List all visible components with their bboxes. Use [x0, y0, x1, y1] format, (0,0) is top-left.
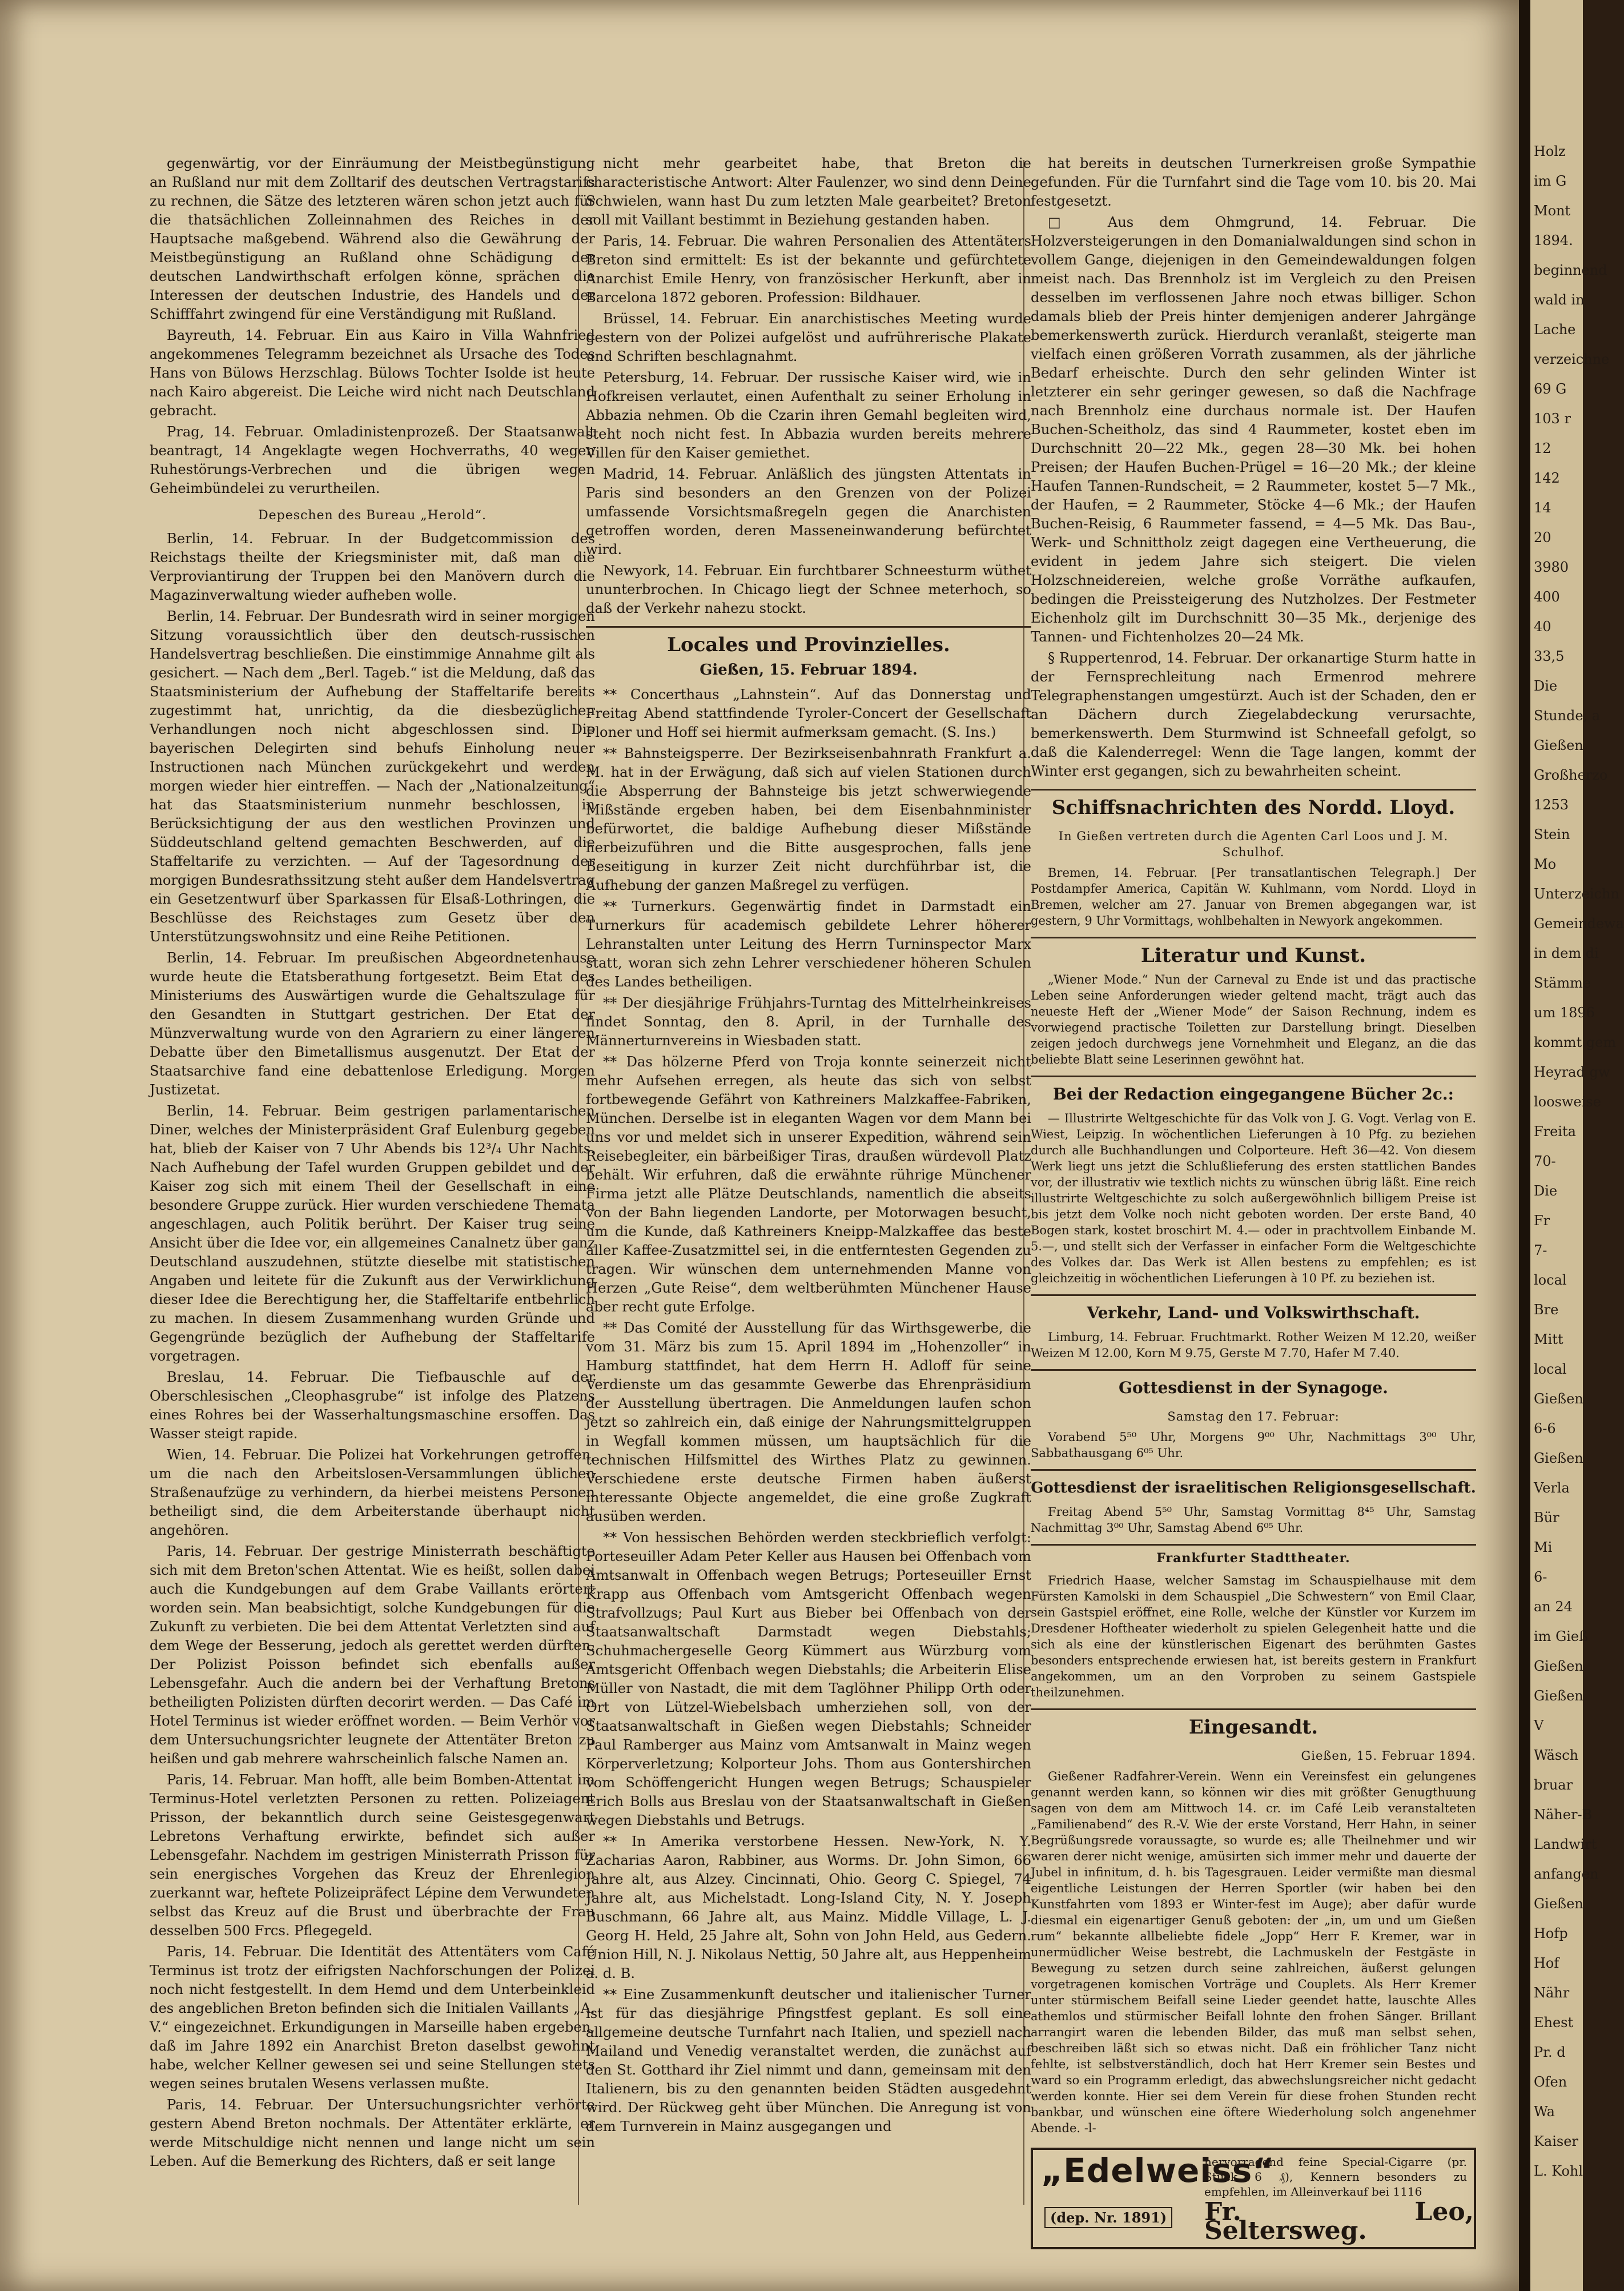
- article-paragraph: hat bereits in deutschen Turnerkreisen große Sympathie gefunden. Für die Turnfahrt sind die Tage vom 10. bis 20. Mai festgesetzt.: [1031, 155, 1476, 209]
- ad-brand: „Edelweiss“: [1041, 2151, 1275, 2190]
- theatre-heading: Frankfurter Stadttheater.: [1031, 1544, 1476, 1568]
- adjacent-page-fragment: beginnend: [1534, 262, 1607, 278]
- article-paragraph: ** Turnerkurs. Gegenwärtig findet in Darmstadt ein Turnerkurs für academisch gebildete Lehrer höherer Lehranstalten unter Leitung des Herrn Turninspector Marx statt, woran sich zehn Lehrer verschiedener höheren Schulen des Landes betheiligen.: [586, 898, 1031, 990]
- adjacent-page-fragment: Mo: [1534, 856, 1557, 872]
- adjacent-page-fragment: 1894.: [1534, 232, 1573, 248]
- article-paragraph: ** In Amerika verstorbene Hessen. New-York, N. Y. Zacharias Aaron, Rabbiner, aus Worms. Dr. John Simon, 66 Jahre alt, aus Alzey. Cincinnati, Ohio. Georg C. Spiegel, 74 Jahre alt, aus Michelstadt. Long-Island City, N. Y. Joseph Buschmann, 66 Jahre alt, aus Mainz. Middle Village, L. J. Georg H. Held, 25 Jahre alt, Sohn von John Held, aus Gedern. Union Hill, N. J. Nikolaus Nettig, 50 Jahre alt, aus Heppenheim a. d. B.: [586, 1833, 1031, 1981]
- adjacent-page-fragment: Freita: [1534, 1124, 1576, 1140]
- adjacent-page-edge: [1530, 0, 1624, 2291]
- adjacent-page-fragment: 6-: [1534, 1569, 1547, 1585]
- adjacent-page-fragment: Gießen: [1534, 737, 1583, 753]
- article-paragraph: Newyork, 14. Februar. Ein furchtbarer Schneesturm wüthet ununterbrochen. In Chicago liegt der Schnee meterhoch, so daß der Verkehr nahezu stockt.: [586, 563, 1031, 616]
- adjacent-page-fragment: 142: [1534, 470, 1560, 486]
- article-paragraph: Paris, 14. Februar. Der gestrige Ministerrath beschäftigte sich mit dem Breton'schen Attentat. Wie es heißt, sollen dabei auch die Kundgebungen auf dem Grabe Vaillants erörtert worden sein. Man beabsichtigt, solche Kundgebungen für die Zukunft zu verbieten. Die bei dem Attentat Verletzten sind auf dem Wege der Besserung, jedoch als gerettet werden dürften. Der Polizist Poisson befindet sich ebenfalls außer Lebensgefahr. Auch die andern bei der Verhaftung Bretons betheiligten Polizisten dürften decorirt werden. — Das Café im Hotel Terminus ist wieder eröffnet worden. — Beim Verhör vor dem Untersuchungsrichter leugnete der Attentäter Breton zu heißen und gab mehrere wahrscheinlich falsche Namen an.: [150, 1543, 595, 1767]
- article-paragraph: □ Aus dem Ohmgrund, 14. Februar. Die Holzversteigerungen in den Domanialwaldungen sind schon in vollem Gange, diejenigen in den Gemeindewaldungen folgen meist nach. Das Brennholz ist im Vergleich zu den Preisen desselben im verflossenen Jahre noch etwas billiger. Schon damals blieb der Preis hinter demjenigen anderer Jahrgänge bemerkenswerth zurück. Hierdurch veranlaßt, steigerte man vielfach einen größeren Vorrath zusammen, als der jährliche Bedarf erheischte. Durch den sehr gelinden Winter ist letzterer ein sehr geringer gewesen, so daß die Nachfrage nach Brennholz eine durchaus normale ist. Der Haufen Buchen-Scheitholz, das sind 4 Raummeter, kostet eben im Durchschnitt 20—22 Mk., gegen 28—30 Mk. bei hohen Preisen; der Haufen Buchen-Prügel = 16—20 Mk.; der kleine Haufen Tannen-Rundscheit, = 2 Raummeter, kostet 5—7 Mk., der Haufen, = 2 Raummeter, Stöcke 4—6 Mk.; der Haufen Buchen-Reisig, 6 Raummeter fassend, = 4—5 Mk. Das Bau-, Werk- und Schnittholz zeigt dagegen eine Vertheuerung, die evident in jedem Jahre sich steigert. Die vielen Holzschneidereien, welche große Vorräthe aufkaufen, bedingen die Preissteigerung des Nutzholzes. Der Festmeter Eichenholz gilt im Durchschnitt 30—35 Mk., derjenige des Tannen- und Fichtenholzes 20—24 Mk.: [1031, 214, 1476, 645]
- article-paragraph: ** Concerthaus „Lahnstein“. Auf das Donnerstag und Freitag Abend stattfindende Tyroler-Concert der Gesellschaft Ploner und Hoff sei hiermit aufmerksam gemacht. (S. Ins.): [586, 687, 1031, 740]
- adjacent-page-fragment: Die: [1534, 1183, 1558, 1199]
- adjacent-page-fragment: loosweise: [1534, 1094, 1601, 1110]
- adjacent-page-fragment: Kaiser: [1534, 2133, 1578, 2149]
- adjacent-page-fragment: L. Kohl: [1534, 2163, 1583, 2179]
- column-2: [586, 154, 1031, 2210]
- economy-heading: Verkehr, Land- und Volkswirthschaft.: [1031, 1294, 1476, 1326]
- adjacent-page-fragment: V: [1534, 1718, 1544, 1734]
- adjacent-page-fragment: Lache: [1534, 322, 1576, 338]
- column-3: [1031, 154, 1476, 2245]
- article-paragraph: Paris, 14. Februar. Die wahren Personalien des Attentäters Breton sind ermittelt: Es ist der bekannte und gefürchtete Anarchist Emile Henry, von französischer Herkunft, aber in Barcelona 1872 geboren. Profession: Bildhauer.: [586, 233, 1031, 306]
- sent-dateline: Gießen, 15. Februar 1894.: [1301, 1749, 1476, 1763]
- article-paragraph: Berlin, 14. Februar. Im preußischen Abgeordnetenhause wurde heute die Etatsberathung fortgesetzt. Beim Etat des Ministeriums des Auswärtigen wurde die Gehaltszulage für den Gesandten in Stuttgart gestrichen. Der Etat der Münzverwaltung wurde von den Agrariern zu einer längeren Debatte über den Bimetallismus ausgenutzt. Der Etat der Staatsarchive fand eine debattenlose Erledigung. Morgen Justizetat.: [150, 950, 595, 1098]
- article-paragraph: ** Eine Zusammenkunft deutscher und italienischer Turner ist für das diesjährige Pfingstfest geplant. Es soll eine allgemeine deutsche Turnfahrt nach Italien, und speziell nach Mailand und Venedig veranstaltet werden, die zunächst auf den St. Gotthard ihr Ziel nimmt und dann, gemeinsam mit den Italienern, bis zu den genannten beiden Städten ausgedehnt wird. Der Rückweg geht über München. Die Anregung ist von dem Turnverein in Mainz ausgegangen und: [586, 1987, 1031, 2134]
- adjacent-page-fragment: Holz: [1534, 143, 1566, 159]
- dateline: Gießen, 15. Februar 1894.: [700, 661, 918, 679]
- adjacent-page-fragment: 40: [1534, 619, 1551, 635]
- adjacent-page-fragment: 20: [1534, 529, 1551, 545]
- adjacent-page-fragment: Mitt: [1534, 1331, 1563, 1347]
- literature-heading: Literatur und Kunst.: [1031, 937, 1476, 968]
- ad-registration: (dep. Nr. 1891): [1044, 2207, 1172, 2228]
- adjacent-page-fragment: 6-6: [1534, 1421, 1556, 1437]
- adjacent-page-fragment: Fr: [1534, 1213, 1550, 1229]
- article-paragraph: ** Das Comité der Ausstellung für das Wirthsgewerbe, die vom 31. März bis zum 15. April 1894 im „Hohenzoller“ in Hamburg stattfindet, hat dem Herrn H. Adloff für seine Verdienste um das gesammte Gewerbe das Ehrenpräsidium der Ausstellung übertragen. Die Anmeldungen laufen schon jetzt so zahlreich ein, daß einige der Nahrungsmittelgruppen in Wegfall kommen müssen, um hauptsächlich für die technischen Hilfsmittel des Wirthes Platz zu gewinnen. Verschiedene erste deutsche Firmen haben äußerst interessante Objecte angemeldet, die eine große Zugkraft ausüben werden.: [586, 1320, 1031, 1524]
- adjacent-page-fragment: Wäsch: [1534, 1747, 1579, 1763]
- adjacent-page-fragment: Stunde, a: [1534, 708, 1601, 724]
- adjacent-page-fragment: Gießen: [1534, 1896, 1583, 1912]
- adjacent-page-fragment: Bre: [1534, 1302, 1559, 1318]
- column-1: [150, 154, 595, 2210]
- adjacent-page-fragment: Gießen: [1534, 1658, 1583, 1674]
- adjacent-page-fragment: 70-: [1534, 1153, 1556, 1169]
- books-heading: Bei der Redaction eingegangene Bücher 2c.:: [1031, 1076, 1476, 1107]
- adjacent-page-fragment: anfangen: [1534, 1866, 1599, 1882]
- adjacent-page-fragment: im G: [1534, 173, 1567, 189]
- adjacent-page-fragment: Gießen: [1534, 1391, 1583, 1407]
- israelite-times: Freitag Abend 5⁵⁰ Uhr, Samstag Vormittag 8⁴⁵ Uhr, Samstag Nachmittag 3⁰⁰ Uhr, Samstag Abend 6⁰⁵ Uhr.: [1031, 1505, 1476, 1535]
- article-paragraph: Berlin, 14. Februar. Der Bundesrath wird in seiner morgigen Sitzung voraussichtlich über den deutsch-russischen Handelsvertrag beschließen. Die einstimmige Annahme gilt als gesichert. — Nach dem „Berl. Tageb.“ ist die Meldung, daß das Staatsministerium der Aufhebung der Staffeltarife bereits zugestimmt hat, unrichtig, da die diesbezüglichen Verhandlungen noch nicht abgeschlossen sind. Die bayerischen Delegirten sind behufs Einholung neuer Instructionen nach München zurückgekehrt und werden morgen wieder hier eintreffen. — Nach der „Nationalzeitung“ hat das Staatsministerium nunmehr beschlossen, in Berücksichtigung der aus den westlichen Provinzen und Süddeutschland geltend gemachten Beschwerden, auf die Staffeltarife zu verzichten. — Auf der Tagesordnung der morgigen Bundesrathssitzung steht außer dem Handelsvertrag ein Gesetzentwurf über Sparkassen für Elsaß-Lothringen, die Beschlüsse des Reichstages zum Gesetz über den Unterstützungswohnsitz und eine Reihe Petitionen.: [150, 608, 595, 945]
- article-paragraph: ** Das hölzerne Pferd von Troja konnte seinerzeit nicht mehr Aufsehen erregen, als heute das sich von selbst fortbewegende Gefährt von Kathreiners Malzkaffee-Fabriken, München. Derselbe ist in eleganten Wagen vor dem Mann bei uns vor und meldet sich in unserer Expedition, während sein Reisebegleiter, ein bärbeißiger Tiras, draußen würdevoll Platz behält. Wir erfuhren, daß die erwähnte rührige Münchener Firma jetzt alle Plätze Deutschlands, namentlich die abseits von der Bahn liegenden Landorte, per Motorwagen besucht, um die Kunde, daß Kathreiners Kneipp-Malzkaffee das beste aller Kaffee-Zusatzmittel sei, in die entferntesten Gegenden zu tragen. Wir wünschen dem unternehmenden Manne von Herzen „Gute Reise“, dem weltberühmten Münchener Hause aber recht gute Erfolge.: [586, 1054, 1031, 1315]
- adjacent-page-fragment: Pr. d: [1534, 2044, 1566, 2060]
- article-paragraph: Paris, 14. Februar. Die Identität des Attentäters vom Café Terminus ist trotz der eifrigsten Nachforschungen der Polizei noch nicht festgestellt. In dem Hemd und dem Unterbeinkleid des angeblichen Breton befinden sich die Initialen Vaillants „A. V.“ eingezeichnet. Erkundigungen in Marseille haben ergeben, daß im Jahre 1892 ein Anarchist Breton daselbst gewohnt habe, welcher Kellner gewesen sei und seine Stellungen stets wegen seines brutalen Wesens verlassen mußte.: [150, 1944, 595, 2092]
- article-paragraph: Berlin, 14. Februar. Beim gestrigen parlamentarischen Diner, welches der Ministerpräsident Graf Eulenburg gegeben hat, blieb der Kaiser von 7 Uhr Abends bis 12³/₄ Uhr Nachts. Nach Aufhebung der Tafel wurden Gruppen gebildet und der Kaiser zog sich mit einem Theil der Gesellschaft in eine besondere Gruppe zurück. Hier wurden verschiedene Themata angeschlagen, auch Politik berührt. Der Kaiser trug seine Ansicht über die Idee vor, ein allgemeines Canalnetz über ganz Deutschland auszudehnen, stützte dieselbe mit statistischen Angaben und leitete für die Zukunft aus der Verwirklichung dieser Idee die Berechtigung her, die Staffeltarife entbehrlich zu machen. In diesem Zusammenhang wurden Gründe und Gegengründe bezüglich der Aufhebung der Staffeltarife vorgetragen.: [150, 1103, 595, 1364]
- article-paragraph: ** Von hessischen Behörden werden steckbrieflich verfolgt: Porteseuiller Adam Peter Keller aus Hausen bei Offenbach vom Amtsanwalt in Offenbach wegen Betrugs; Porteseuiller Ernst Krapp aus Offenbach vom Amtsgericht Offenbach wegen Strafvollzugs; Paul Kurt aus Bieber bei Offenbach von der Staatsanwaltschaft Darmstadt wegen Diebstahls; Schuhmachergeselle Georg Kümmert aus Würzburg vom Amtsgericht Offenbach wegen Diebstahls; die Arbeiterin Elise Müller von Nastadt, die mit dem Taglöhner Philipp Orth oder Ort von Lützel-Wiebelsbach umherziehen soll, von der Staatsanwaltschaft in Gießen wegen Diebstahls; Schneider Paul Ramberger aus Mainz vom Amtsanwalt in Mainz wegen Körperverletzung; Kolporteur Johs. Thom aus Gontershirchen vom Schöffengericht Hungen wegen Betrugs; Schauspieler Erich Bolls aus Breslau von der Staatsanwaltschaft in Gießen wegen Diebstahls und Betrugs.: [586, 1530, 1031, 1828]
- adjacent-page-fragment: Wa: [1534, 2104, 1555, 2120]
- adjacent-page-fragment: bruar: [1534, 1777, 1573, 1793]
- sent-heading: Eingesandt.: [1031, 1708, 1476, 1740]
- adjacent-page-fragment: Gemeindewa: [1534, 916, 1624, 932]
- article-paragraph: Brüssel, 14. Februar. Ein anarchistisches Meeting wurde gestern von der Polizei aufgelöst und aufrührerische Plakate und Schriften beschlagnahmt.: [586, 311, 1031, 364]
- adjacent-page-fragment: Ofen: [1534, 2074, 1567, 2090]
- ship-news-text: Bremen, 14. Februar. [Per transatlantischen Telegraph.] Der Postdampfer America, Capitän W. Kuhlmann, vom Nordd. Lloyd in Bremen, welcher am 27. Januar von Bremen abgegangen war, ist gestern, 9 Uhr Vormittags, wohlbehalten in Newyork angekommen.: [1031, 866, 1476, 928]
- adjacent-page-fragment: Landwirt: [1534, 1836, 1597, 1852]
- article-paragraph: Petersburg, 14. Februar. Der russische Kaiser wird, wie in Hofkreisen verlautet, einen Aufenthalt zu seiner Erholung in Abbazia nehmen. Ob die Czarin ihren Gemahl begleiten wird, steht noch nicht fest. In Abbazia wurden bereits mehrere Villen für den Kaiser gemiethet.: [586, 370, 1031, 461]
- article-paragraph: Prag, 14. Februar. Omladinistenprozeß. Der Staatsanwalt beantragt, 14 Angeklagte wegen Hochverraths, 40 wegen Ruhestörungs-Verbrechen und die übrigen wegen Geheimbündelei zu verurtheilen.: [150, 424, 595, 496]
- adjacent-page-fragment: kommt gem: [1534, 1034, 1617, 1050]
- synagogue-heading: Gottesdienst in der Synagoge.: [1031, 1369, 1476, 1401]
- adjacent-page-fragment: Ehest: [1534, 2015, 1574, 2031]
- adjacent-page-fragment: Stein: [1534, 826, 1570, 842]
- adjacent-page-fragment: Bür: [1534, 1510, 1559, 1526]
- adjacent-page-fragment: verzeichne: [1534, 351, 1610, 367]
- article-paragraph: gegenwärtig, vor der Einräumung der Meistbegünstigung an Rußland nur mit dem Zolltarif des deutschen Vertragstarifs zu rechnen, die Sätze des letzteren wären schon jetzt auch für die thatsächlichen Zolleinnahmen des Reiches in der Hauptsache maßgebend. Während also die Gewährung der Meistbegünstigung an Rußland ohne Schädigung der deutschen Landwirthschaft erfolgen könne, sprächen die Interessen der deutschen Industrie, des Handels und der Schifffahrt zwingend für eine Verständigung mit Rußland.: [150, 155, 595, 322]
- adjacent-page-fragment: 1253: [1534, 797, 1569, 813]
- adjacent-page-fragment: 7-: [1534, 1242, 1547, 1258]
- section-heading: Locales und Provinzielles.: [586, 626, 1031, 657]
- economy-text: Limburg, 14. Februar. Fruchtmarkt. Rother Weizen M 12.20, weißer Weizen M 12.00, Korn M 9.75, Gerste M 7.70, Hafer M 7.40.: [1031, 1330, 1476, 1360]
- adjacent-page-fragment: Hof: [1534, 1955, 1559, 1971]
- adjacent-page-fragment: im Gieß: [1534, 1628, 1589, 1644]
- adjacent-page-fragment: wald in: [1534, 292, 1585, 308]
- adjacent-page-fragment: Heyrad gw: [1534, 1064, 1610, 1080]
- adjacent-page-fragment: Näher-B: [1534, 1807, 1593, 1823]
- adjacent-page-fragment: 69 G: [1534, 381, 1567, 397]
- article-paragraph: nicht mehr gearbeitet habe, that Breton die characteristische Antwort: Alter Faulenzer, wo sind denn Deine Schwielen, wann hast Du zum letzten Male gearbeitet? Breton soll mit Vaillant bestimmt in Beziehung gestanden haben.: [586, 155, 1031, 228]
- article-paragraph: Bayreuth, 14. Februar. Ein aus Kairo in Villa Wahnfried angekommenes Telegramm bezeichnet als Ursache des Todes Hans von Bülows Herzschlag. Bülows Tochter Isolde ist heute nach Kairo abgereist. Die Leiche wird nicht nach Deutschland gebracht.: [150, 327, 595, 419]
- adjacent-page-fragment: local: [1534, 1361, 1567, 1377]
- adjacent-page-fragment: Stämme: [1534, 975, 1591, 991]
- adjacent-page-fragment: 14: [1534, 500, 1551, 516]
- adjacent-page-fragment: 103 r: [1534, 411, 1571, 427]
- adjacent-page-fragment: in dem di: [1534, 945, 1599, 961]
- article-paragraph: Wien, 14. Februar. Die Polizei hat Vorkehrungen getroffen, um die nach den Arbeitslosen-Versammlungen üblichen Straßenaufzüge zu verhindern, da hierbei meistens Personen betheiligt sind, die dem Arbeiterstande überhaupt nicht angehören.: [150, 1447, 595, 1538]
- adjacent-page-fragment: Großherzo: [1534, 767, 1608, 783]
- article-paragraph: ** Bahnsteigsperre. Der Bezirkseisenbahnrath Frankfurt a. M. hat in der Erwägung, daß sich auf vielen Stationen durch die Absperrung der Bahnsteige bis jetzt schwerwiegende Mißstände ergeben haben, bei dem Eisenbahnminister befürwortet, die baldige Aufhebung dieser Mißstände herbeizuführen und die Bitte ausgesprochen, falls jene Beseitigung in kurzer Zeit nicht durchführbar ist, die Aufhebung der ganzen Maßregel zu verfügen.: [586, 745, 1031, 893]
- article-paragraph: Paris, 14. Februar. Man hofft, alle beim Bomben-Attentat im Terminus-Hotel verletzten Personen zu retten. Polizeiagent Prisson, der bekanntlich durch seine Geistesgegenwart Lebretons Verhaftung erwirkte, befindet sich außer Lebensgefahr. Nachdem im gestrigen Ministerrath Prisson für sein energisches Vorgehen das Kreuz der Ehrenlegion zuerkannt war, heftete Polizeipräfect Lépine dem Verwundeten selbst das Kreuz auf die Brust und überbrachte der Frau desselben 500 Frcs. Pflegegeld.: [150, 1772, 595, 1939]
- adjacent-page-fragment: Mi: [1534, 1539, 1553, 1555]
- adjacent-page-fragment: Gießen: [1534, 1450, 1583, 1466]
- adjacent-page-fragment: Gießen: [1534, 1688, 1583, 1704]
- adjacent-page-fragment: 12: [1534, 440, 1551, 456]
- sent-text: Gießener Radfahrer-Verein. Wenn ein Vereinsfest ein gelungenes genannt werden kann, so können wir dies mit größter Genugthuung sagen von dem am Mittwoch 14. cr. im Café Leib veranstalteten „Familienabend“ des R.-V. Wie der erste Vorstand, Herr Hahn, in seiner Begrüßungsrede voraussagte, so wurde es; alle Theilnehmer und wir waren derer nicht wenige, amüsirten sich immer mehr und dauerte der Jubel in infinitum, d. h. bis Tagesgrauen. Leider vermißte man diesmal eigentliche Leistungen der Herren Sportler (wir haben bei den Kunstfahrten vom 1893 er Winter-fest im Auge); aber dafür wurde diesmal ein eigenartiger Genuß geboten: der „in, um und um Gießen rum“ bekannte allbeliebte fidele „Jopp“ Herr F. Kremer, war in unermüdlicher Weise bestrebt, die Lachmuskeln der Festgäste in Bewegung zu setzen durch seine zahlreichen, äußerst gelungen vorgetragenen komischen Vorträge und Couplets. Als Herr Kremer unter stürmischem Beifall seine Lieder geendet hatte, lauschte Alles athemlos und stürmischer Beifall lohnte den frohen Sänger. Brillant arrangirt waren die lebenden Bilder, das muß man selbst sehen, beschreiben läßt sich so etwas nicht. Daß ein fröhlicher Tanz nicht fehlte, ist selbstverständlich, doch hat Herr Kremer sein Bestes und ward so ein Programm erledigt, das abwechslungsreicher nicht gedacht werden konnte. Hier sei dem Verein für diese frohen Stunden recht bankbar, und wünschen eine öftere Wiederholung solch angenehmer Abende. -l-: [1031, 1770, 1476, 2135]
- adjacent-page-fragment: Die: [1534, 678, 1558, 694]
- books-text: — Illustrirte Weltgeschichte für das Volk von J. G. Vogt. Verlag von E. Wiest, Leipzig. In wöchentlichen Lieferungen à 10 Pfg. zu beziehen durch alle Buchhandlungen und Colporteure. Heft 36—42. Von diesem Werk liegt uns jetzt die Schlußlieferung des ersten stattlichen Bandes vor, der illustrativ wie textlich nichts zu wünschen übrig läßt. Eine reich illustrirte Weltgeschichte zu solch außergewöhnlich billigem Preise ist bis jetzt dem Volke noch nicht geboten worden. Der erste Band, 40 Bogen stark, kostet broschirt M. 4.— oder in prachtvollem Einbande M. 5.—, und stellt sich der Verfasser in einfacher Form die Weltgeschichte des Volkes dar. Das Werk ist Allen bestens zu empfehlen; es ist gleichzeitig in wöchentlichen Lieferungen à 10 Pf. zu beziehen ist.: [1031, 1112, 1476, 1285]
- adjacent-page-fragment: local: [1534, 1272, 1567, 1288]
- adjacent-page-fragment: Mont: [1534, 203, 1571, 219]
- binding-gutter: [1519, 0, 1530, 2291]
- article-paragraph: Madrid, 14. Februar. Anläßlich des jüngsten Attentats in Paris sind besonders an den Grenzen von der Polizei umfassende Vorsichtsmaßregeln gegen die Anarchisten getroffen worden, deren Masseneinwanderung befürchtet wird.: [586, 466, 1031, 557]
- adjacent-page-fragment: Nähr: [1534, 1985, 1570, 2001]
- article-paragraph: Breslau, 14. Februar. Die Tiefbauschle auf der Oberschlesischen „Cleophasgrube“ ist infolge des Platzens eines Rohres bei der Wasserhaltungsmaschine ersoffen. Das Wasser steigt rapide.: [150, 1369, 595, 1442]
- cigar-advertisement: [1031, 2148, 1476, 2249]
- adjacent-page-fragment: an 24: [1534, 1599, 1573, 1615]
- ship-news-heading: Schiffsnachrichten des Nordd. Lloyd.: [1031, 789, 1476, 820]
- adjacent-page-fragment: 400: [1534, 589, 1560, 605]
- article-paragraph: Berlin, 14. Februar. In der Budgetcommission des Reichstags theilte der Kriegsminister mit, daß man die Verproviantirung der Truppen bei den Manövern durch die Magazinverwaltung wieder aufheben wolle.: [150, 531, 595, 603]
- synagogue-date: Samstag den 17. Februar:: [1167, 1410, 1340, 1423]
- israelite-heading: Gottesdienst der israelitischen Religionsgesellschaft.: [1031, 1469, 1476, 1500]
- section-heading: Depeschen des Bureau „Herold“.: [258, 508, 487, 523]
- adjacent-page-fragment: 33,5: [1534, 648, 1565, 664]
- synagogue-times: Vorabend 5⁵⁰ Uhr, Morgens 9⁰⁰ Uhr, Nachmittags 3⁰⁰ Uhr, Sabbathausgang 6⁰⁵ Uhr.: [1031, 1430, 1476, 1460]
- adjacent-page-fragment: 3980: [1534, 559, 1569, 575]
- adjacent-page-fragment: Hofp: [1534, 1925, 1568, 1941]
- article-paragraph: § Ruppertenrod, 14. Februar. Der orkanartige Sturm hatte in der Fernsprechleitung nach Ermenrod mehrere Telegraphenstangen umgestürzt. Auch ist der Schaden, den er an Dächern durch Ziegelabdeckung verursachte, bemerkenswerth. Dem Sturmwind ist Schneefall gefolgt, so daß die Kalenderregel: Wenn die Tage langen, kommt der Winter erst gegangen, sich zu bewahrheiten scheint.: [1031, 650, 1476, 779]
- ad-description: hervorragend feine Special-Cigarre (pr. Stück 6 ₰), Kennern besonders zu empfehlen, im Alleinverkauf bei 1116: [1204, 2155, 1467, 2198]
- ship-agent: In Gießen vertreten durch die Agenten Carl Loos und J. M. Schulhof.: [1058, 829, 1449, 859]
- article-paragraph: ** Der diesjährige Frühjahrs-Turntag des Mittelrheinkreises findet Sonntag, den 8. April, in der Turnhalle des Männerturnvereins in Wiesbaden statt.: [586, 995, 1031, 1049]
- theatre-text: Friedrich Haase, welcher Samstag im Schauspielhause mit dem Fürsten Kamolski in dem Schauspiel „Die Schwestern“ von Emil Claar, sein Gastspiel eröffnet, eine Rolle, welche der Künstler vor Kurzem im Dresdener Hoftheater wiederholt zu spielen Gelegenheit hatte und die sich als eine der künstlerischen Eigenart des berühmten Gastes besonders entsprechende erwiesen hat, ist bereits gestern in Frankfurt angekommen, um an den Vorproben zu seinem Gastspiele theilzunehmen.: [1031, 1574, 1476, 1699]
- adjacent-page-fragment: Unterzeichn: [1534, 886, 1619, 902]
- article-paragraph: Paris, 14. Februar. Der Untersuchungsrichter verhörte gestern Abend Breton nochmals. Der Attentäter erklärte, er werde Mitschuldige nicht nennen und lange nicht um sein Leben. Auf die Bemerkung des Richters, daß er seit lange: [150, 2097, 595, 2169]
- literature-text: „Wiener Mode.“ Nun der Carneval zu Ende ist und das practische Leben seine Anforderungen wieder geltend macht, trägt auch das neueste Heft der „Wiener Mode“ der Saison Rechnung, indem es vorwiegend practische Toiletten zur Darstellung bringt. Dieselben zeigen jedoch durchwegs jene Vornehmheit und Eleganz, an die das beliebte Blatt seine Leserinnen gewöhnt hat.: [1031, 973, 1476, 1066]
- adjacent-page-fragment: um 1896: [1534, 1005, 1595, 1021]
- ad-vendor: Fr. Leo, Seltersweg.: [1204, 2197, 1474, 2245]
- adjacent-page-fragment: Verla: [1534, 1480, 1570, 1496]
